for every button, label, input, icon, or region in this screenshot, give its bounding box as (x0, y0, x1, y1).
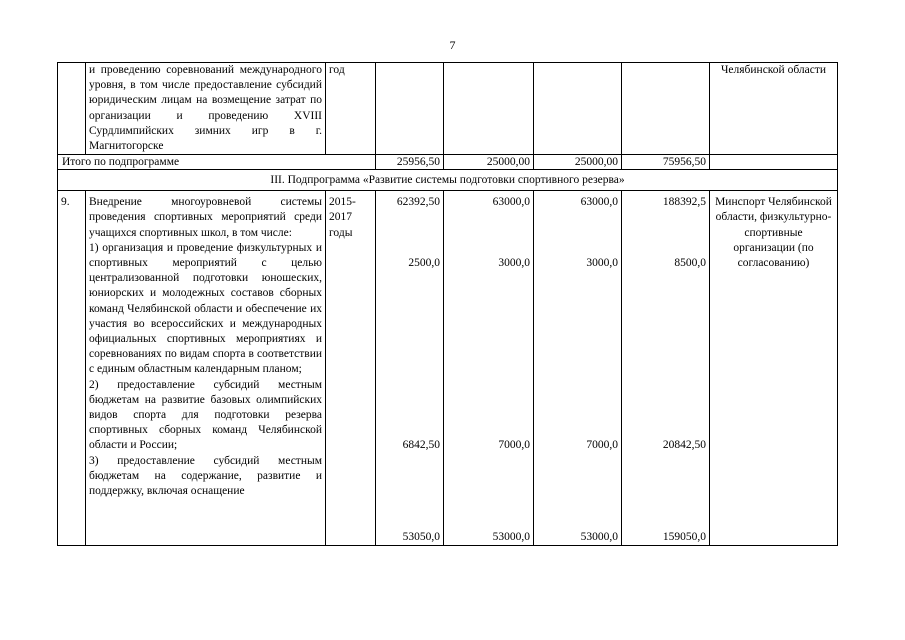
continued-2016 (444, 63, 534, 155)
item-9-intro-text: Внедрение многоуровневой системы проведения спортивных мероприятий среди учащихся спортивных школ, в том числе: (89, 196, 322, 239)
sub2-2017: 7000,0 (586, 439, 618, 452)
total-2017: 25000,00 (534, 155, 622, 170)
total-label: Итого по подпрограмме (58, 155, 376, 170)
sub2-total: 20842,50 (662, 439, 706, 452)
subprogram-total-row (58, 155, 838, 170)
sub3-2016: 53000,0 (492, 530, 530, 543)
item-9-2016 (444, 191, 534, 546)
program-table (57, 62, 838, 546)
sub1-2016: 3000,0 (498, 257, 530, 270)
total-executor (710, 155, 838, 170)
continued-executor: Челябинской области (710, 63, 838, 155)
item-9-sub3-text: 3) предоставление субсидий местным бюджетам на содержание, развитие и поддержку, включая оснащение (89, 454, 322, 498)
sub1-total: 8500,0 (674, 257, 706, 270)
item-9-total (622, 191, 710, 546)
page-number: 7 (449, 38, 456, 52)
continued-description: и проведению соревнований международного уровня, в том числе предоставление субсидий юридическим лицам на возмещение затрат по организации и проведению XVIII Сурдлимпийских зимних игр в г. Магнитогорске (86, 63, 326, 155)
intro-2017: 63000,0 (580, 196, 618, 209)
sub3-2015: 53050,0 (402, 530, 440, 543)
total-sum: 75956,50 (622, 155, 710, 170)
intro-2015: 62392,50 (396, 196, 440, 209)
section-header-row (58, 170, 838, 191)
row-number-cell (58, 63, 86, 155)
sub1-2015: 2500,0 (408, 257, 440, 270)
item-9-number: 9. (58, 191, 86, 546)
continued-row (58, 63, 838, 155)
item-9-term: 2015-2017 годы (326, 191, 376, 546)
item-9-description (86, 191, 326, 546)
intro-2016: 63000,0 (492, 196, 530, 209)
total-2015: 25956,50 (376, 155, 444, 170)
item-9-sub2-text: 2) предоставление субсидий местным бюджетам на развитие базовых олимпийских видов спорта для подготовки резерва спортивных сборных команд Челябинской области и России; (89, 378, 322, 452)
item-9-sub1-text: 1) организация и проведение физкультурных и спортивных мероприятий с целью централизованной подготовки юношеских, юниорских и молодежных составов сборных команд Челябинской области и обеспечение их участия во всероссийских и международных официальных спортивных мероприятиях и соревнованиях по видам спорта в соответствии с единым областным календарным планом; (89, 241, 322, 376)
sub2-2016: 7000,0 (498, 439, 530, 452)
continued-total (622, 63, 710, 155)
item-9-executor: Минспорт Челябинской области, физкультурно-спортивные организации (по согласованию) (710, 191, 838, 546)
item-9-2015 (376, 191, 444, 546)
continued-2017 (534, 63, 622, 155)
continued-2015 (376, 63, 444, 155)
total-2016: 25000,00 (444, 155, 534, 170)
item-9-row (58, 191, 838, 546)
intro-total: 188392,5 (662, 196, 706, 209)
sub1-2017: 3000,0 (586, 257, 618, 270)
continued-term: год (326, 63, 376, 155)
item-9-2017 (534, 191, 622, 546)
sub2-2015: 6842,50 (402, 439, 440, 452)
sub3-total: 159050,0 (662, 530, 706, 543)
sub3-2017: 53000,0 (580, 530, 618, 543)
section-header: III. Подпрограмма «Развитие системы подготовки спортивного резерва» (58, 170, 838, 191)
